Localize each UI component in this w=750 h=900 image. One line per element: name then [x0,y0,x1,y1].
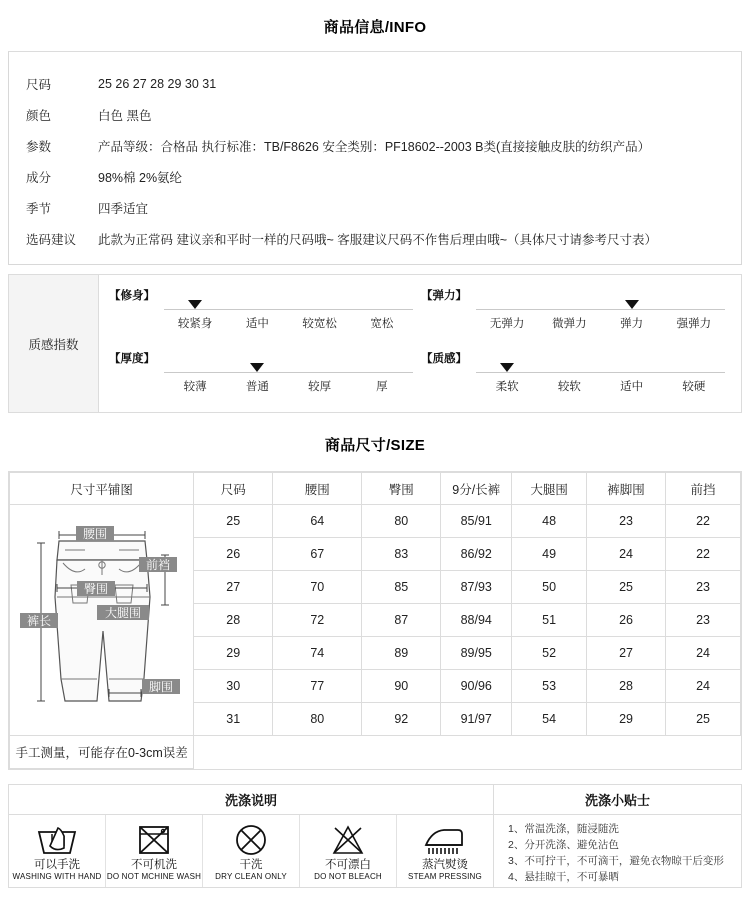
info-row [9,161,741,192]
size-header-cell: 裤脚围 [587,473,666,505]
table-cell: 27 [587,637,666,670]
table-cell: 29 [587,703,666,736]
note-spacer [194,736,741,769]
table-cell: 87 [362,604,441,637]
slider-tick: 无弹力 [489,318,525,330]
table-cell: 87/93 [441,571,512,604]
info-label-params: 参数 [26,139,52,154]
slider-tick: 适中 [620,380,644,393]
table-cell: 90/96 [441,670,512,703]
table-cell: 67 [273,538,362,571]
table-cell: 89/95 [441,637,512,670]
texture-index-section [8,274,742,413]
info-row [9,223,741,254]
slider-tick: 较软 [557,380,581,393]
wash-icon-row [9,815,494,887]
wash-care-section [8,784,742,888]
wash-label-cn: 可以手洗 [34,859,80,872]
slider-tick: 较厚 [308,380,332,393]
wash-care-item-dry-clean [203,815,300,887]
table-cell: 90 [362,670,441,703]
info-label-size: 尺码 [26,77,52,92]
info-row [9,130,741,161]
wash-label-cn: 蒸汽熨烫 [422,859,468,872]
texture-slider-grid [99,275,741,412]
table-cell: 85 [362,571,441,604]
slider-title-elasticity: 【弹力】 [421,290,467,302]
table-cell: 80 [273,703,362,736]
table-cell: 72 [273,604,362,637]
slider-marker-fit [188,300,202,309]
wash-care-item-no-bleach [300,815,397,887]
wash-care-item-no-machine-wash [106,815,203,887]
table-cell: 30 [194,670,273,703]
slider-ticks-elasticity [476,315,725,331]
wash-tips-list [494,815,741,887]
list-item: 1、常温洗涤，随浸随洗 [508,823,619,836]
slider-title-thickness: 【厚度】 [109,352,155,365]
slider-thickness [107,344,419,407]
table-cell: 83 [362,538,441,571]
slider-line-handfeel [476,372,725,373]
table-cell: 26 [587,604,666,637]
table-cell: 91/97 [441,703,512,736]
hand-wash-icon [34,822,80,858]
info-value-size-advice: 此款为正常码 建议亲和平时一样的尺码哦~ 客服建议尺码不作售后理由哦~（具体尺寸请参考尺寸表） [98,232,658,247]
table-cell: 29 [194,637,273,670]
pants-measurement-diagram [10,511,193,729]
info-value-season: 四季适宜 [98,201,149,216]
slider-tick: 强弹力 [676,318,712,330]
table-cell: 86/92 [441,538,512,571]
slider-tick: 微弹力 [552,318,587,330]
wash-label-en: DRY CLEAN ONLY [215,871,287,881]
slider-tick: 适中 [245,318,269,330]
no-machine-wash-icon [134,822,174,858]
wash-care-item-steam-press [397,815,493,887]
table-row [10,505,741,538]
size-section-title: 商品尺寸/SIZE [324,437,426,454]
info-label-material: 成分 [26,170,52,185]
table-cell: 28 [587,670,666,703]
list-item: 4、悬挂晾干，不可暴晒 [508,870,619,883]
slider-marker-thickness [250,363,264,372]
info-value-size: 25 26 27 28 29 30 31 [98,76,217,91]
slider-ticks-fit [164,315,413,331]
size-header-cell: 臀围 [362,473,441,505]
slider-tick: 弹力 [620,318,644,330]
wash-label-en: DO NOT MCHINE WASH [106,871,202,881]
slider-tick: 较紧身 [177,318,213,330]
table-cell: 88/94 [441,604,512,637]
table-cell: 85/91 [441,505,512,538]
table-cell: 50 [512,571,587,604]
wash-label-en: WASHING WITH HAND [12,871,102,881]
wash-care-header [9,785,741,815]
measure-note: 手工测量，可能存在0-3cm误差 [10,736,194,769]
table-cell: 26 [194,538,273,571]
info-label-season: 季节 [26,201,52,216]
table-cell: 80 [362,505,441,538]
slider-marker-handfeel [500,363,514,372]
table-cell: 23 [587,505,666,538]
table-row-note [10,736,741,769]
table-cell: 24 [666,637,741,670]
info-value-material: 98%棉 2%氨纶 [98,170,183,185]
table-cell: 92 [362,703,441,736]
size-diagram-cell [10,505,194,736]
size-header-cell: 前挡 [666,473,741,505]
table-cell: 53 [512,670,587,703]
info-label-color: 颜色 [26,108,52,123]
info-value-color: 白色 黑色 [98,108,152,123]
table-cell: 27 [194,571,273,604]
wash-label-cn: 干洗 [239,859,263,872]
diagram-label-front-rise: 前裆 [145,558,170,572]
slider-handfeel [419,344,731,407]
wash-care-item-hand-wash [9,815,106,887]
table-cell: 51 [512,604,587,637]
table-cell: 52 [512,637,587,670]
no-bleach-icon [328,822,368,858]
table-cell: 49 [512,538,587,571]
size-header-cell: 腰围 [273,473,362,505]
info-row [9,192,741,223]
size-table-header-row [10,473,741,505]
wash-label-cn: 不可机洗 [131,859,177,872]
table-cell: 74 [273,637,362,670]
size-header-diagram: 尺寸平铺图 [10,473,194,505]
wash-instructions-title: 洗涤说明 [9,785,494,814]
info-section-title: 商品信息/INFO [323,19,427,36]
pants-diagram-svg [13,513,191,727]
info-label-size-advice: 选码建议 [26,232,77,247]
table-cell: 64 [273,505,362,538]
slider-title-handfeel: 【质感】 [421,352,467,365]
slider-line-fit [164,309,413,310]
table-cell: 23 [666,604,741,637]
table-cell: 31 [194,703,273,736]
diagram-label-thigh: 大腿围 [104,606,141,620]
slider-marker-elasticity [625,300,639,309]
table-cell: 89 [362,637,441,670]
table-cell: 23 [666,571,741,604]
slider-tick: 柔软 [495,380,519,393]
wash-label-cn: 不可漂白 [325,859,371,872]
texture-index-label: 质感指数 [9,275,99,412]
slider-tick: 宽松 [370,318,394,330]
size-header-cell: 大腿围 [512,473,587,505]
steam-press-icon [422,822,468,858]
table-cell: 24 [587,538,666,571]
slider-tick: 普通 [245,380,269,393]
slider-elasticity [419,281,731,344]
wash-label-en: STEAM PRESSING [408,871,482,881]
table-cell: 25 [194,505,273,538]
slider-tick: 厚 [376,380,388,393]
table-cell: 54 [512,703,587,736]
list-item: 2、分开洗涤、避免沾色 [508,839,619,852]
table-cell: 77 [273,670,362,703]
wash-care-body [9,815,741,887]
diagram-label-waist: 腰围 [82,527,107,541]
slider-tick: 较硬 [682,380,706,393]
size-header-cell: 尺码 [194,473,273,505]
table-cell: 28 [194,604,273,637]
table-cell: 70 [273,571,362,604]
size-table-wrapper [8,471,742,770]
table-cell: 48 [512,505,587,538]
dry-clean-icon [233,822,269,858]
slider-ticks-thickness [164,378,413,394]
slider-line-thickness [164,372,413,373]
info-value-params: 产品等级：合格品 执行标准：TB/F8626 安全类别：PF18602--2003 B类(直接接触皮肤的纺织产品） [98,139,651,154]
size-header-cell: 9分/长裤 [441,473,512,505]
size-table [9,472,741,769]
slider-ticks-handfeel [476,378,725,394]
list-item: 3、不可拧干，不可滴干，避免衣物晾干后变形 [508,855,724,867]
info-row [9,68,741,99]
diagram-label-leg-opening: 脚围 [148,680,173,694]
slider-fit [107,281,419,344]
wash-tips-title: 洗涤小贴士 [584,793,650,808]
diagram-label-pant-length: 裤长 [26,614,51,628]
diagram-label-hip: 臀围 [83,582,108,596]
table-cell: 25 [587,571,666,604]
table-cell: 25 [666,703,741,736]
info-table [8,51,742,265]
info-row [9,99,741,130]
wash-label-en: DO NOT BLEACH [314,871,382,881]
table-cell: 22 [666,538,741,571]
slider-tick: 较宽松 [302,318,337,330]
slider-tick: 较薄 [183,380,207,393]
table-cell: 24 [666,670,741,703]
table-cell: 22 [666,505,741,538]
slider-title-fit: 【修身】 [109,290,155,302]
slider-line-elasticity [476,309,725,310]
